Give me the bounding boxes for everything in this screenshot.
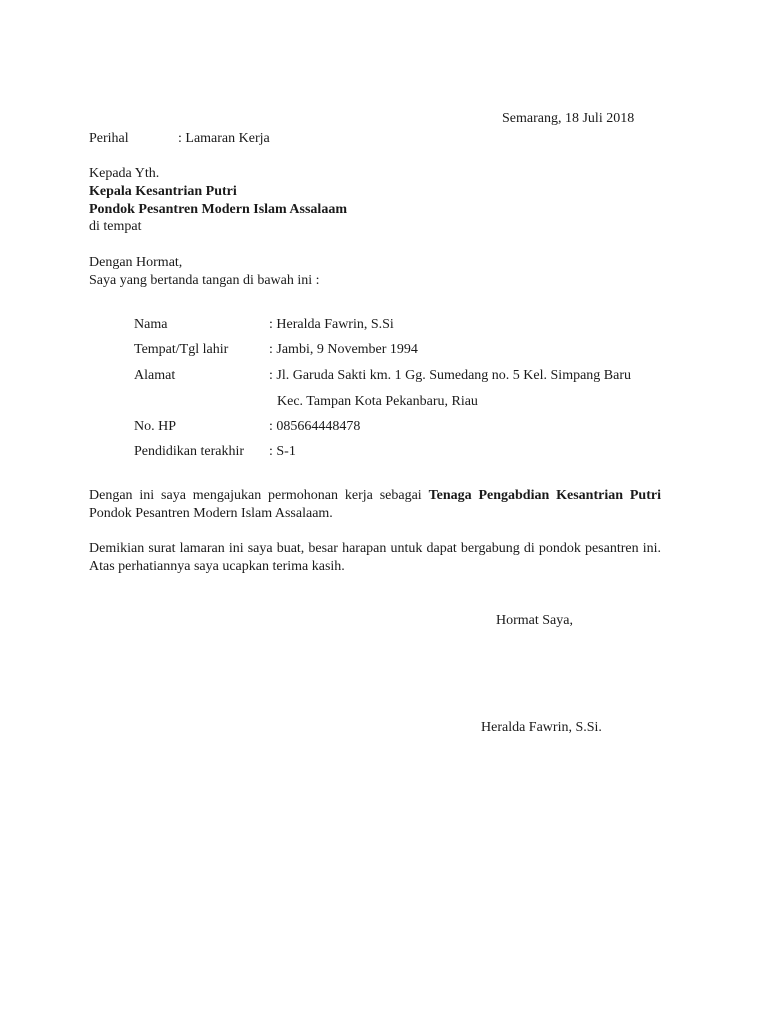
recipient-institution: Pondok Pesantren Modern Islam Assalaam xyxy=(89,202,347,217)
field-value: : Jambi, 9 November 1994 xyxy=(269,342,418,357)
application-text-start: Dengan ini saya mengajukan permohonan kerja sebagai xyxy=(89,488,429,503)
field-value: : Heralda Fawrin, S.Si xyxy=(269,317,394,332)
field-label: Tempat/Tgl lahir xyxy=(134,342,229,357)
signer-name: Heralda Fawrin, S.Si. xyxy=(481,720,602,735)
recipient-title: Kepala Kesantrian Putri xyxy=(89,184,237,199)
greeting: Dengan Hormat, xyxy=(89,255,183,270)
field-value: : 085664448478 xyxy=(269,419,361,434)
field-label: Alamat xyxy=(134,368,176,383)
field-value-continued: Kec. Tampan Kota Pekanbaru, Riau xyxy=(277,394,478,409)
subject-label: Perihal xyxy=(89,131,129,146)
application-text-end: Pondok Pesantren Modern Islam Assalaam. xyxy=(89,506,333,521)
position-title: Tenaga Pengabdian Kesantrian Putri xyxy=(428,488,661,503)
recipient-salutation: Kepada Yth. xyxy=(89,166,160,181)
field-label: Pendidikan terakhir xyxy=(134,444,245,459)
intro-text: Saya yang bertanda tangan di bawah ini : xyxy=(89,273,320,288)
application-paragraph xyxy=(89,487,661,523)
field-value: : Jl. Garuda Sakti km. 1 Gg. Sumedang no. 5 Kel. Simpang Baru xyxy=(269,368,632,383)
field-label: No. HP xyxy=(134,419,177,434)
field-label: Nama xyxy=(134,317,168,332)
closing-salutation: Hormat Saya, xyxy=(496,613,573,628)
subject-value: : Lamaran Kerja xyxy=(178,131,270,146)
closing-paragraph: Demikian surat lamaran ini saya buat, besar harapan untuk dapat bergabung di pondok pesantren ini. Atas perhatiannya saya ucapkan terima kasih. xyxy=(89,541,661,574)
place-date: Semarang, 18 Juli 2018 xyxy=(502,111,635,126)
recipient-location: di tempat xyxy=(89,219,142,234)
field-value: : S-1 xyxy=(269,444,296,459)
